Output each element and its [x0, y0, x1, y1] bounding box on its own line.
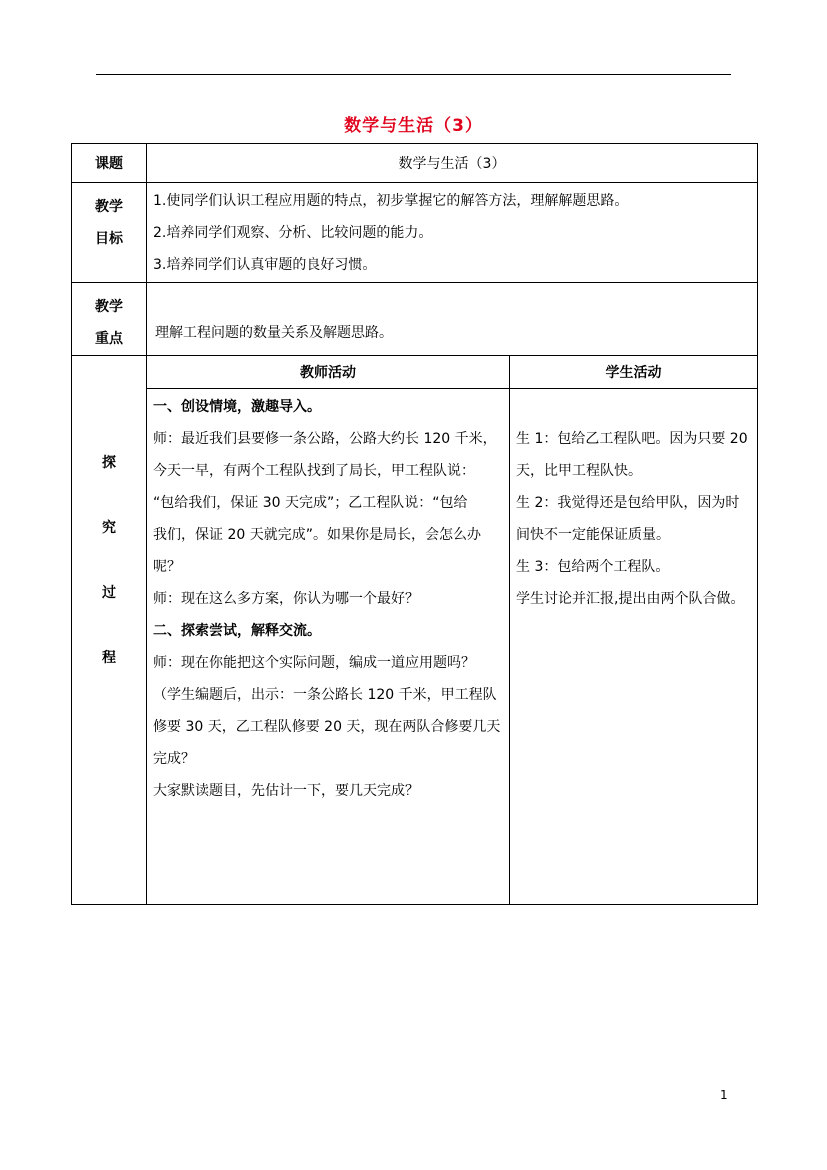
process-label [72, 356, 147, 905]
student-line: 生 1：包给乙工程队吧。因为只要 20 [516, 431, 748, 447]
topic-value: 数学与生活（3） [147, 144, 758, 183]
teacher-line: “包给我们，保证 30 天完成”；乙工程队说：“包给 [153, 495, 468, 511]
teacher-line: 今天一早，有两个工程队找到了局长，甲工程队说： [153, 463, 475, 479]
teacher-activity-cell [147, 389, 510, 905]
key-points-label [72, 283, 147, 356]
student-line: 学生讨论并汇报,提出由两个队合做。 [516, 591, 745, 607]
goal-item: 2.培养同学们观察、分析、比较问题的能力。 [153, 225, 433, 241]
process-label-char: 程 [102, 650, 116, 666]
page-number: 1 [720, 1088, 728, 1102]
teacher-line: 修要 30 天，乙工程队修要 20 天，现在两队合修要几天 [153, 719, 501, 735]
process-label-char: 究 [102, 520, 116, 536]
topic-row [72, 144, 758, 183]
process-header-row [72, 356, 758, 389]
teacher-line: 完成？ [153, 751, 195, 767]
teacher-line: 我们，保证 20 天就完成”。如果你是局长，会怎么办 [153, 527, 481, 543]
lesson-plan-table [71, 143, 758, 905]
key-points-label-line: 教学 [95, 299, 123, 315]
goals-label [72, 183, 147, 283]
key-points-row [72, 283, 758, 356]
student-line: 天，比甲工程队快。 [516, 463, 642, 479]
student-line: 间快不一定能保证质量。 [516, 527, 670, 543]
student-activity-header: 学生活动 [510, 356, 758, 389]
goals-label-line: 目标 [95, 231, 123, 247]
key-points-cell [147, 283, 758, 356]
teacher-line: 大家默读题目，先估计一下，要几天完成？ [153, 783, 419, 799]
teacher-line: 一、创设情境，激趣导入。 [153, 399, 321, 415]
teacher-activity-header: 教师活动 [147, 356, 510, 389]
goals-label-line: 教学 [95, 199, 123, 215]
teacher-line: 二、探索尝试，解释交流。 [153, 623, 321, 639]
teacher-line: 呢？ [153, 559, 181, 575]
student-line [510, 391, 757, 423]
goals-row [72, 183, 758, 283]
teacher-line: 师：现在这么多方案，你认为哪一个最好？ [153, 591, 419, 607]
process-label-char: 探 [102, 455, 116, 471]
goals-list [147, 183, 758, 283]
teacher-line: 师：现在你能把这个实际问题，编成一道应用题吗？ [153, 655, 475, 671]
topic-label: 课题 [72, 144, 147, 183]
key-points-label-line: 重点 [95, 331, 123, 347]
process-label-char: 过 [102, 585, 116, 601]
student-activity-cell [510, 389, 758, 905]
teacher-line: 师：最近我们县要修一条公路，公路大约长 120 千米， [153, 431, 497, 447]
teacher-line: （学生编题后，出示：一条公路长 120 千米，甲工程队 [153, 687, 497, 703]
header-rule [96, 74, 731, 75]
process-body-row [72, 389, 758, 905]
student-line: 生 3：包给两个工程队。 [516, 559, 670, 575]
goal-item: 3.培养同学们认真审题的良好习惯。 [153, 257, 377, 273]
key-points-value: 理解工程问题的数量关系及解题思路。 [155, 325, 393, 341]
student-line: 生 2：我觉得还是包给甲队，因为时 [516, 495, 740, 511]
page-title: 数学与生活（3） [344, 116, 483, 136]
goal-item: 1.使同学们认识工程应用题的特点，初步掌握它的解答方法，理解解题思路。 [153, 193, 629, 209]
